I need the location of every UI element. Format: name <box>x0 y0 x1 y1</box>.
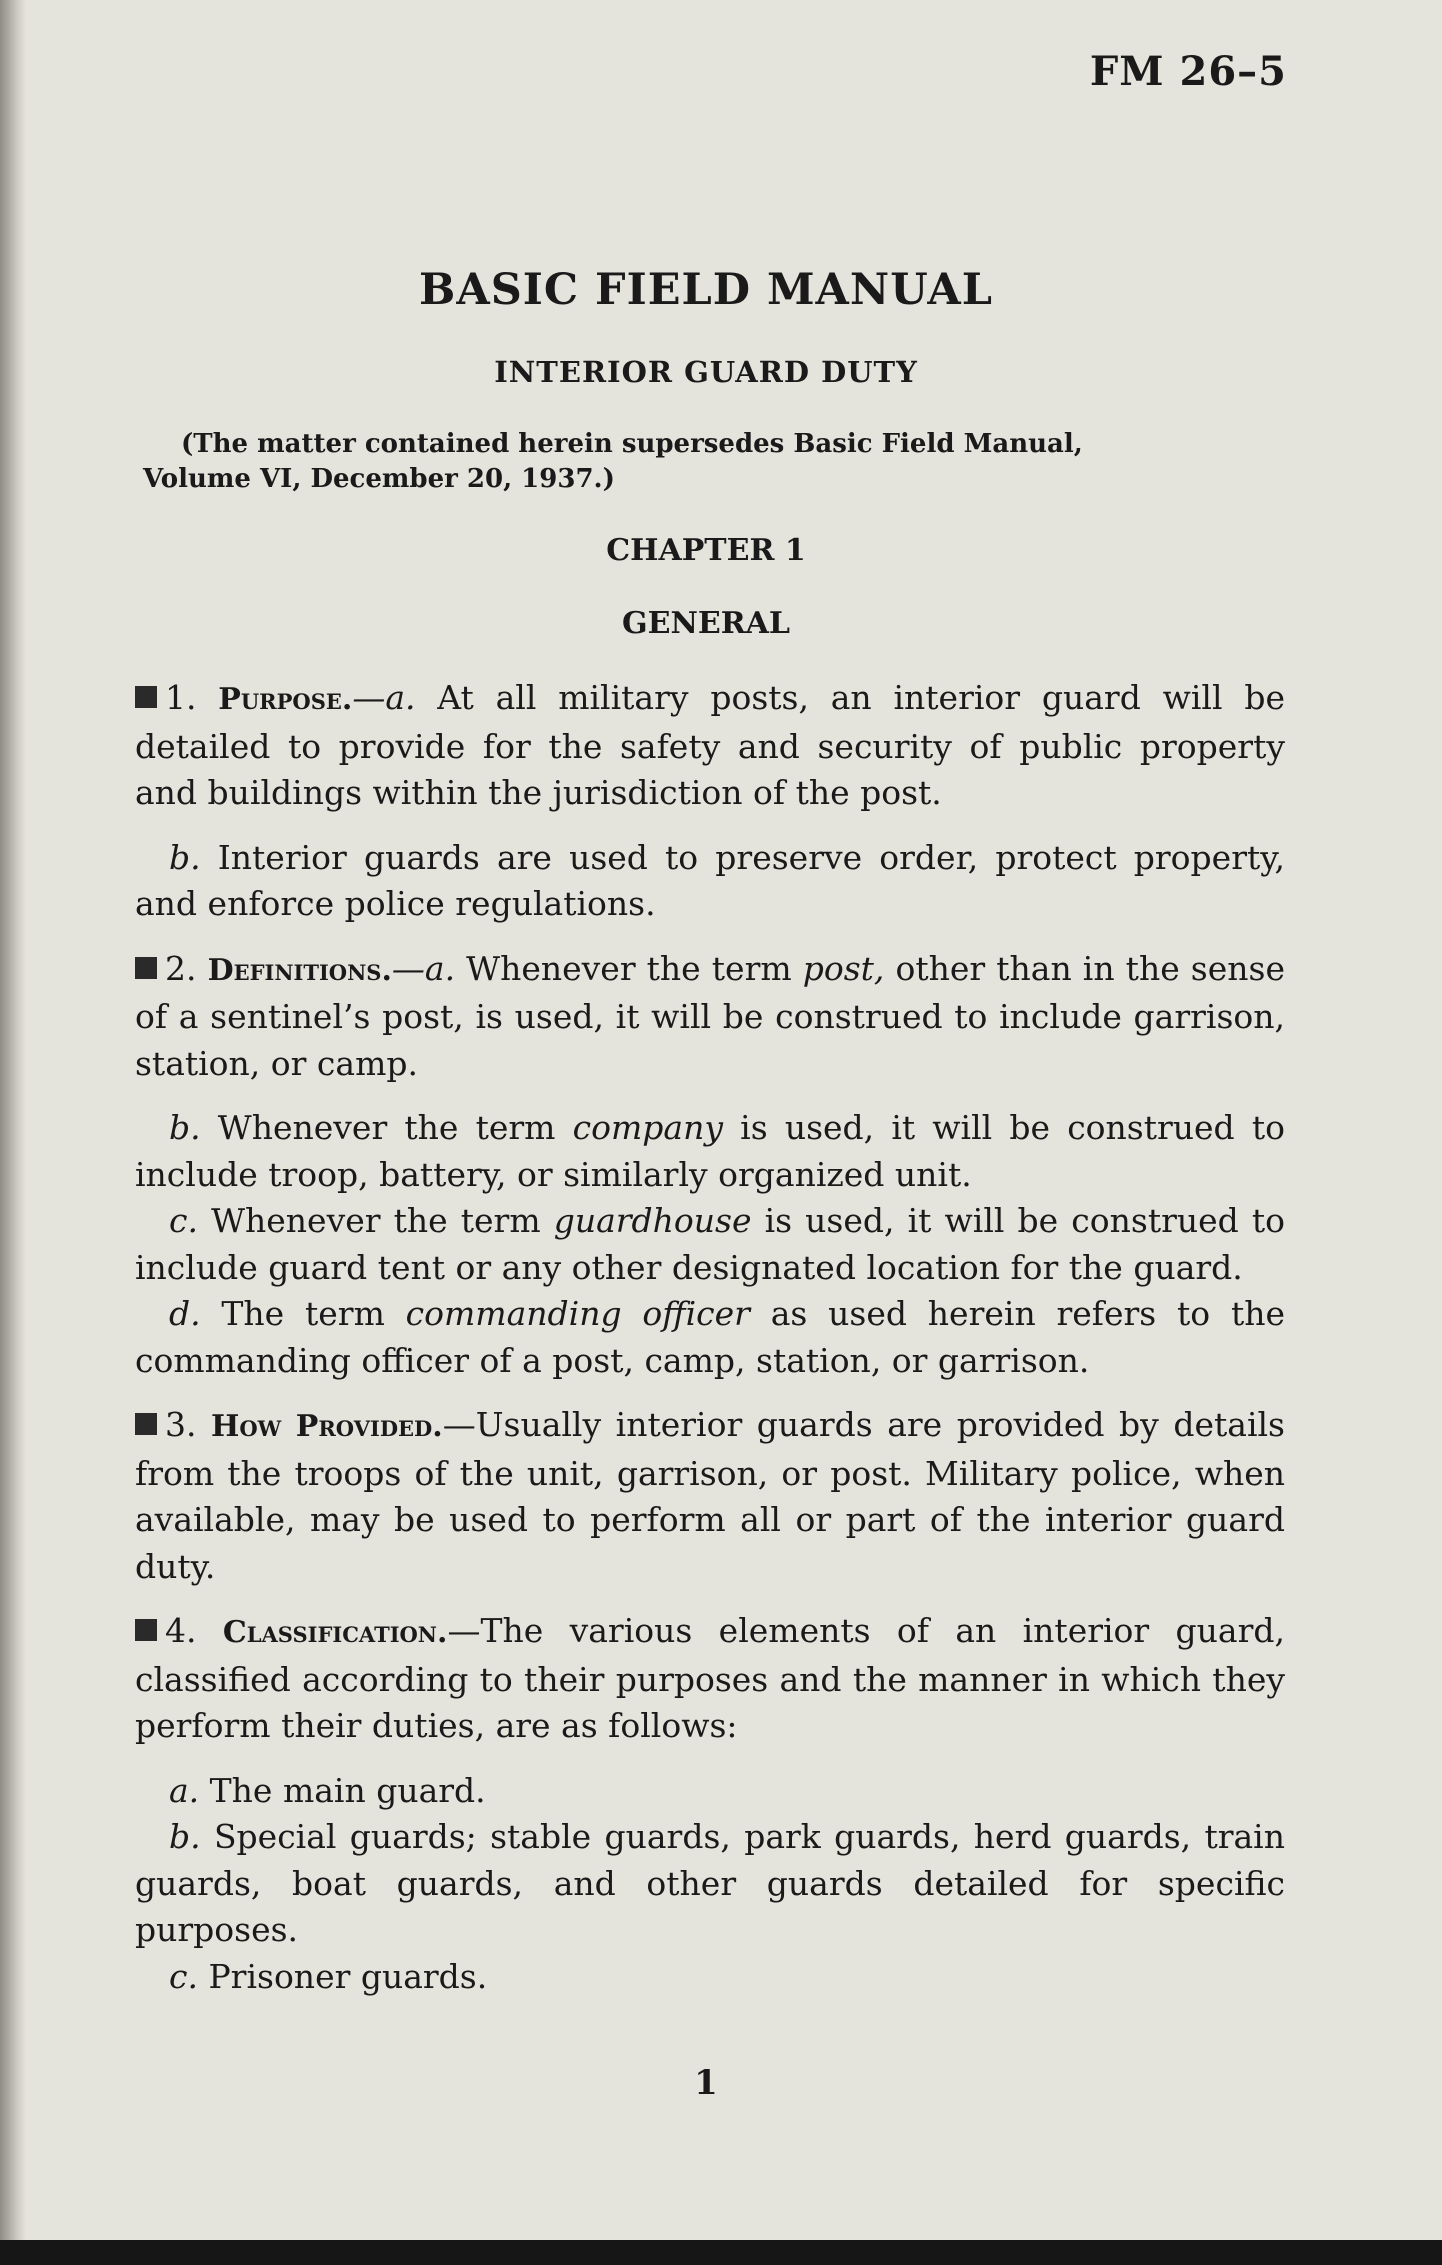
section-2b-term: company <box>572 1108 723 1147</box>
book-spine-shadow <box>0 0 26 2240</box>
section-4b-text: Special guards; stable guards, park guards, herd guards, train guards, boat guards, and other guards detailed for specific purposes. <box>135 1817 1285 1949</box>
section-1-lead: —a. <box>352 678 416 717</box>
section-4a-paragraph <box>135 1768 1285 1815</box>
section-4-heading: Classification. <box>222 1615 448 1650</box>
chapter-title: GENERAL <box>621 606 791 641</box>
section-4c-text: Prisoner guards. <box>197 1956 488 1996</box>
section-1-paragraph <box>135 675 1285 817</box>
section-4c-paragraph <box>135 1954 1285 2001</box>
section-1-text: At all military posts, an interior guard will be detailed to provide for the safety and security of public property and buildings within the jurisdiction of the post. <box>135 678 1285 812</box>
section-2b-text-1: Whenever the term <box>200 1108 573 1147</box>
page-bottom-edge <box>0 2240 1442 2265</box>
section-4a-letter: a. <box>169 1770 200 1810</box>
section-2c-paragraph <box>135 1198 1285 1291</box>
section-marker-icon <box>135 1413 157 1435</box>
section-4-text: —The various elements of an interior guard, classified according to their purposes and the manner in which they perform their duties, are as follows: <box>135 1611 1285 1745</box>
section-2a-term: post, <box>802 948 885 988</box>
section-1b-letter: b. <box>169 837 201 877</box>
section-2d-term: commanding officer <box>405 1294 750 1333</box>
section-4-number: 4. <box>165 1611 223 1650</box>
section-2c-text-2: is used, it will be construed to include guard tent or any other designated location for the guard. <box>135 1201 1285 1287</box>
section-2a-text-2: other than in the sense of a sentinel’s post, is used, it will be construed to include garrison, station, or camp. <box>135 948 1285 1083</box>
section-4a-text: The main guard. <box>199 1770 486 1810</box>
body-text <box>135 675 1285 2000</box>
section-marker-icon <box>135 1619 157 1641</box>
section-2-paragraph <box>135 946 1285 1088</box>
section-marker-icon <box>135 957 157 979</box>
section-4-paragraph <box>135 1608 1285 1750</box>
section-3-paragraph <box>135 1402 1285 1590</box>
supersedes-note-line-2: Volume VI, December 20, 1937.) <box>143 464 615 494</box>
section-2-number: 2. <box>165 948 208 988</box>
section-2c-term: guardhouse <box>553 1201 752 1240</box>
section-3-number: 3. <box>165 1405 212 1444</box>
section-2b-text-2: is used, it will be construed to include troop, battery, or similarly organized unit. <box>135 1108 1285 1194</box>
section-2b-letter: b. <box>169 1108 201 1147</box>
section-2d-paragraph <box>135 1291 1285 1384</box>
section-1-number: 1. <box>165 678 219 717</box>
section-2-heading: Definitions. <box>207 952 392 988</box>
section-3-text: —Usually interior guards are provided by details from the troops of the unit, garrison, or post. Military police, when available, may be used to perform all or part of the interior guard duty. <box>135 1405 1285 1586</box>
section-2c-letter: c. <box>169 1201 198 1240</box>
section-3-heading: How Provided. <box>211 1409 443 1444</box>
section-4b-paragraph <box>135 1814 1285 1954</box>
section-1b-text: Interior guards are used to preserve order, protect property, and enforce police regulations. <box>135 837 1285 923</box>
section-4c-letter: c. <box>169 1956 198 1996</box>
section-2d-letter: d. <box>169 1294 201 1333</box>
chapter-number: CHAPTER 1 <box>606 533 806 568</box>
section-2a-text-1: Whenever the term <box>455 948 803 988</box>
page-number: 1 <box>694 2063 718 2103</box>
supersedes-note <box>143 427 1285 497</box>
section-2c-text-1: Whenever the term <box>197 1201 554 1240</box>
section-2d-text-2: as used herein refers to the commanding officer of a post, camp, station, or garrison. <box>135 1294 1286 1380</box>
section-2b-paragraph <box>135 1105 1285 1198</box>
page-title: BASIC FIELD MANUAL <box>418 265 994 315</box>
section-1b-paragraph <box>135 835 1285 928</box>
section-2-lead: —a. <box>391 948 456 988</box>
section-4b-letter: b. <box>169 1817 201 1856</box>
section-2d-text-1: The term <box>200 1294 406 1333</box>
manual-code-header: FM 26–5 <box>1089 48 1287 95</box>
section-marker-icon <box>135 686 157 708</box>
page-subtitle: INTERIOR GUARD DUTY <box>494 355 918 389</box>
supersedes-note-line-1: (The matter contained herein supersedes Basic Field Manual, <box>181 429 1083 459</box>
section-1-heading: Purpose. <box>218 682 353 717</box>
